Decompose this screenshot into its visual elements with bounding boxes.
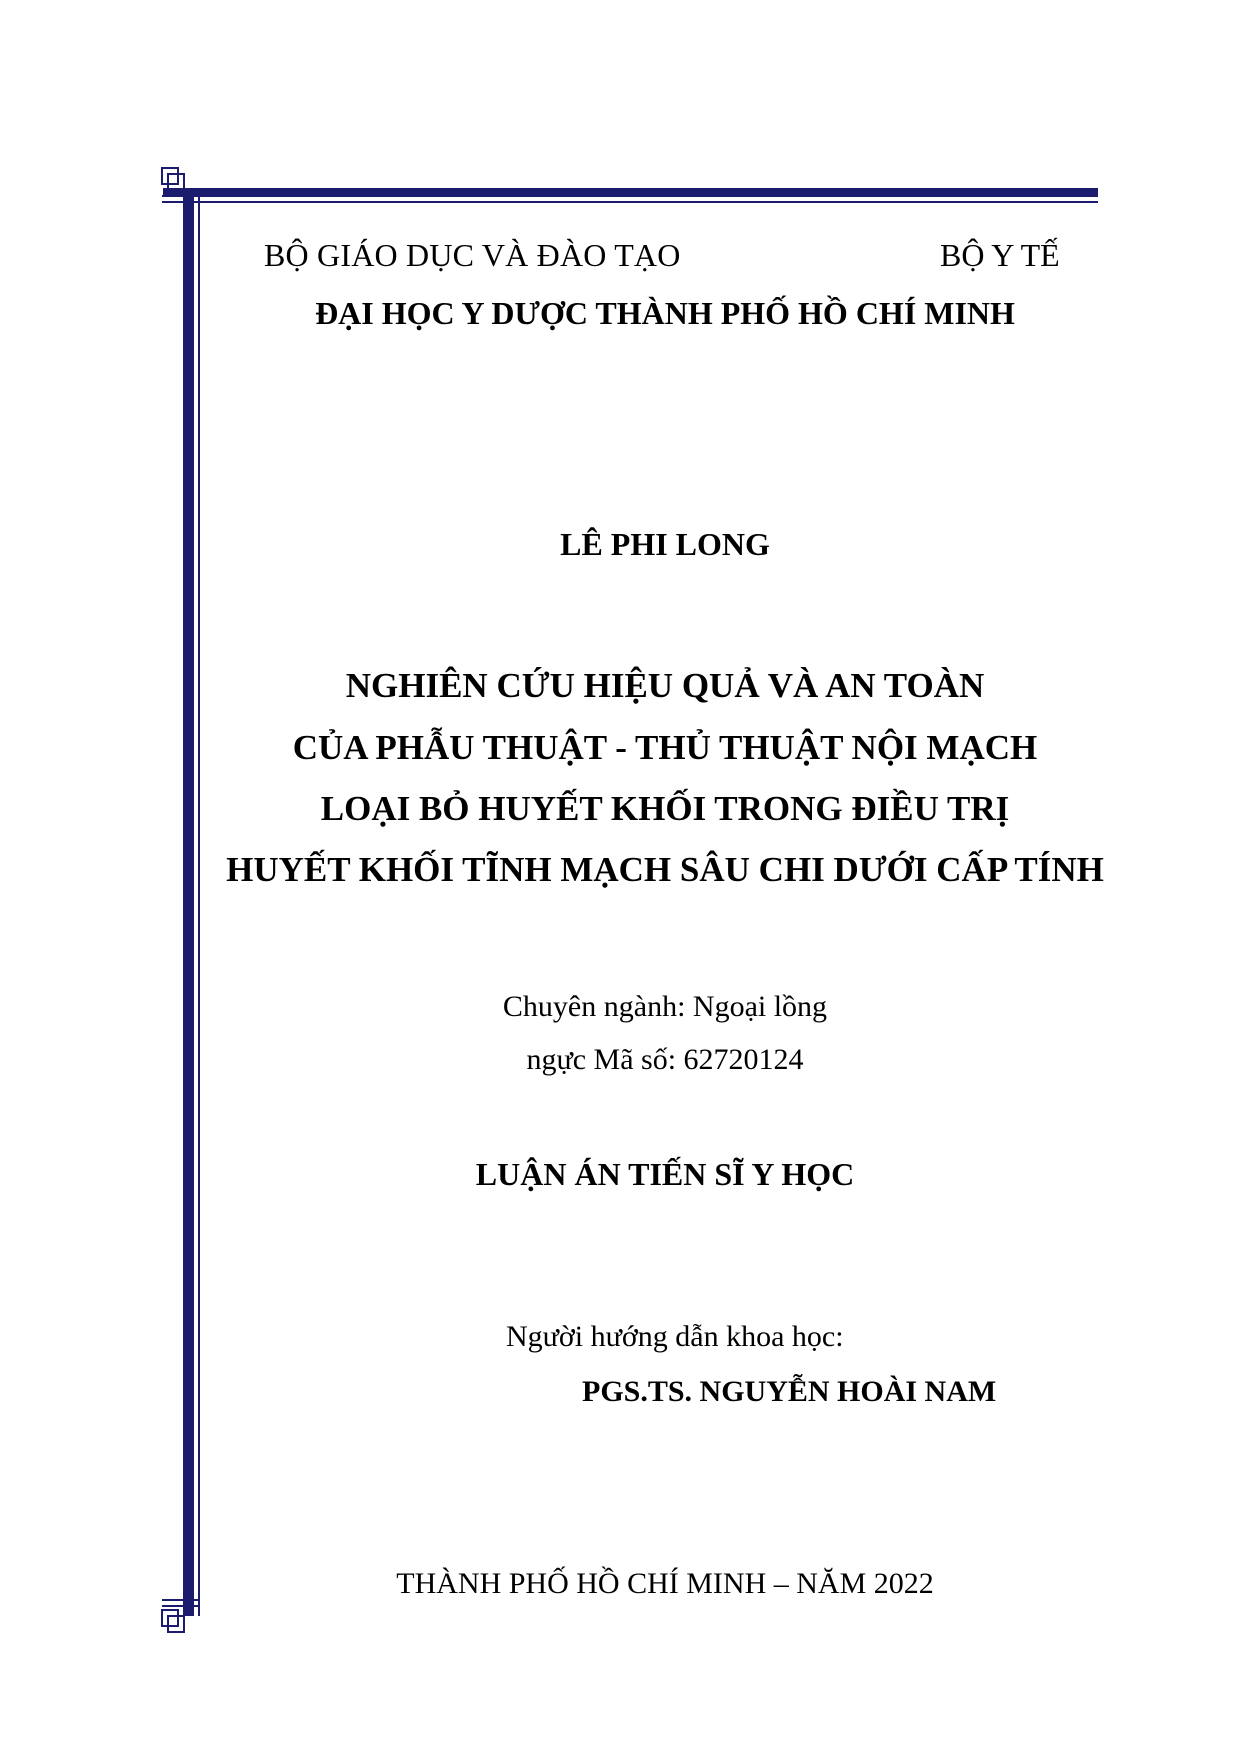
thesis-title-line-4: HUYẾT KHỐI TĨNH MẠCH SÂU CHI DƯỚI CẤP TÍNH xyxy=(226,850,1104,889)
ministry-of-health: BỘ Y TẾ xyxy=(940,237,1060,273)
code-line: ngực Mã số: 62720124 xyxy=(526,1043,804,1076)
advisor-label: Người hướng dẫn khoa học: xyxy=(506,1320,844,1353)
university-name: ĐẠI HỌC Y DƯỢC THÀNH PHỐ HỒ CHÍ MINH xyxy=(315,295,1015,331)
frame-top-border xyxy=(163,188,1098,197)
place-and-year: THÀNH PHỐ HỒ CHÍ MINH – NĂM 2022 xyxy=(396,1567,934,1600)
thesis-title-line-1: NGHIÊN CỨU HIỆU QUẢ VÀ AN TOÀN xyxy=(345,666,985,705)
thesis-title-line-3: LOẠI BỎ HUYẾT KHỐI TRONG ĐIỀU TRỊ xyxy=(320,789,1010,828)
thesis-title-line-2: CỦA PHẪU THUẬT - THỦ THUẬT NỘI MẠCH xyxy=(292,728,1038,767)
frame-top-inner-line xyxy=(163,201,1098,203)
frame-left-inner-line xyxy=(198,188,200,1616)
ministry-of-education: BỘ GIÁO DỤC VÀ ĐÀO TẠO xyxy=(264,237,681,273)
frame-left-border xyxy=(183,188,194,1616)
degree-title: LUẬN ÁN TIẾN SĨ Y HỌC xyxy=(475,1156,855,1192)
frame-corner-ornament-top xyxy=(160,166,200,206)
major-line: Chuyên ngành: Ngoại lồng xyxy=(502,990,828,1023)
author-name: LÊ PHI LONG xyxy=(560,526,770,562)
advisor-name: PGS.TS. NGUYỄN HOÀI NAM xyxy=(582,1375,997,1408)
